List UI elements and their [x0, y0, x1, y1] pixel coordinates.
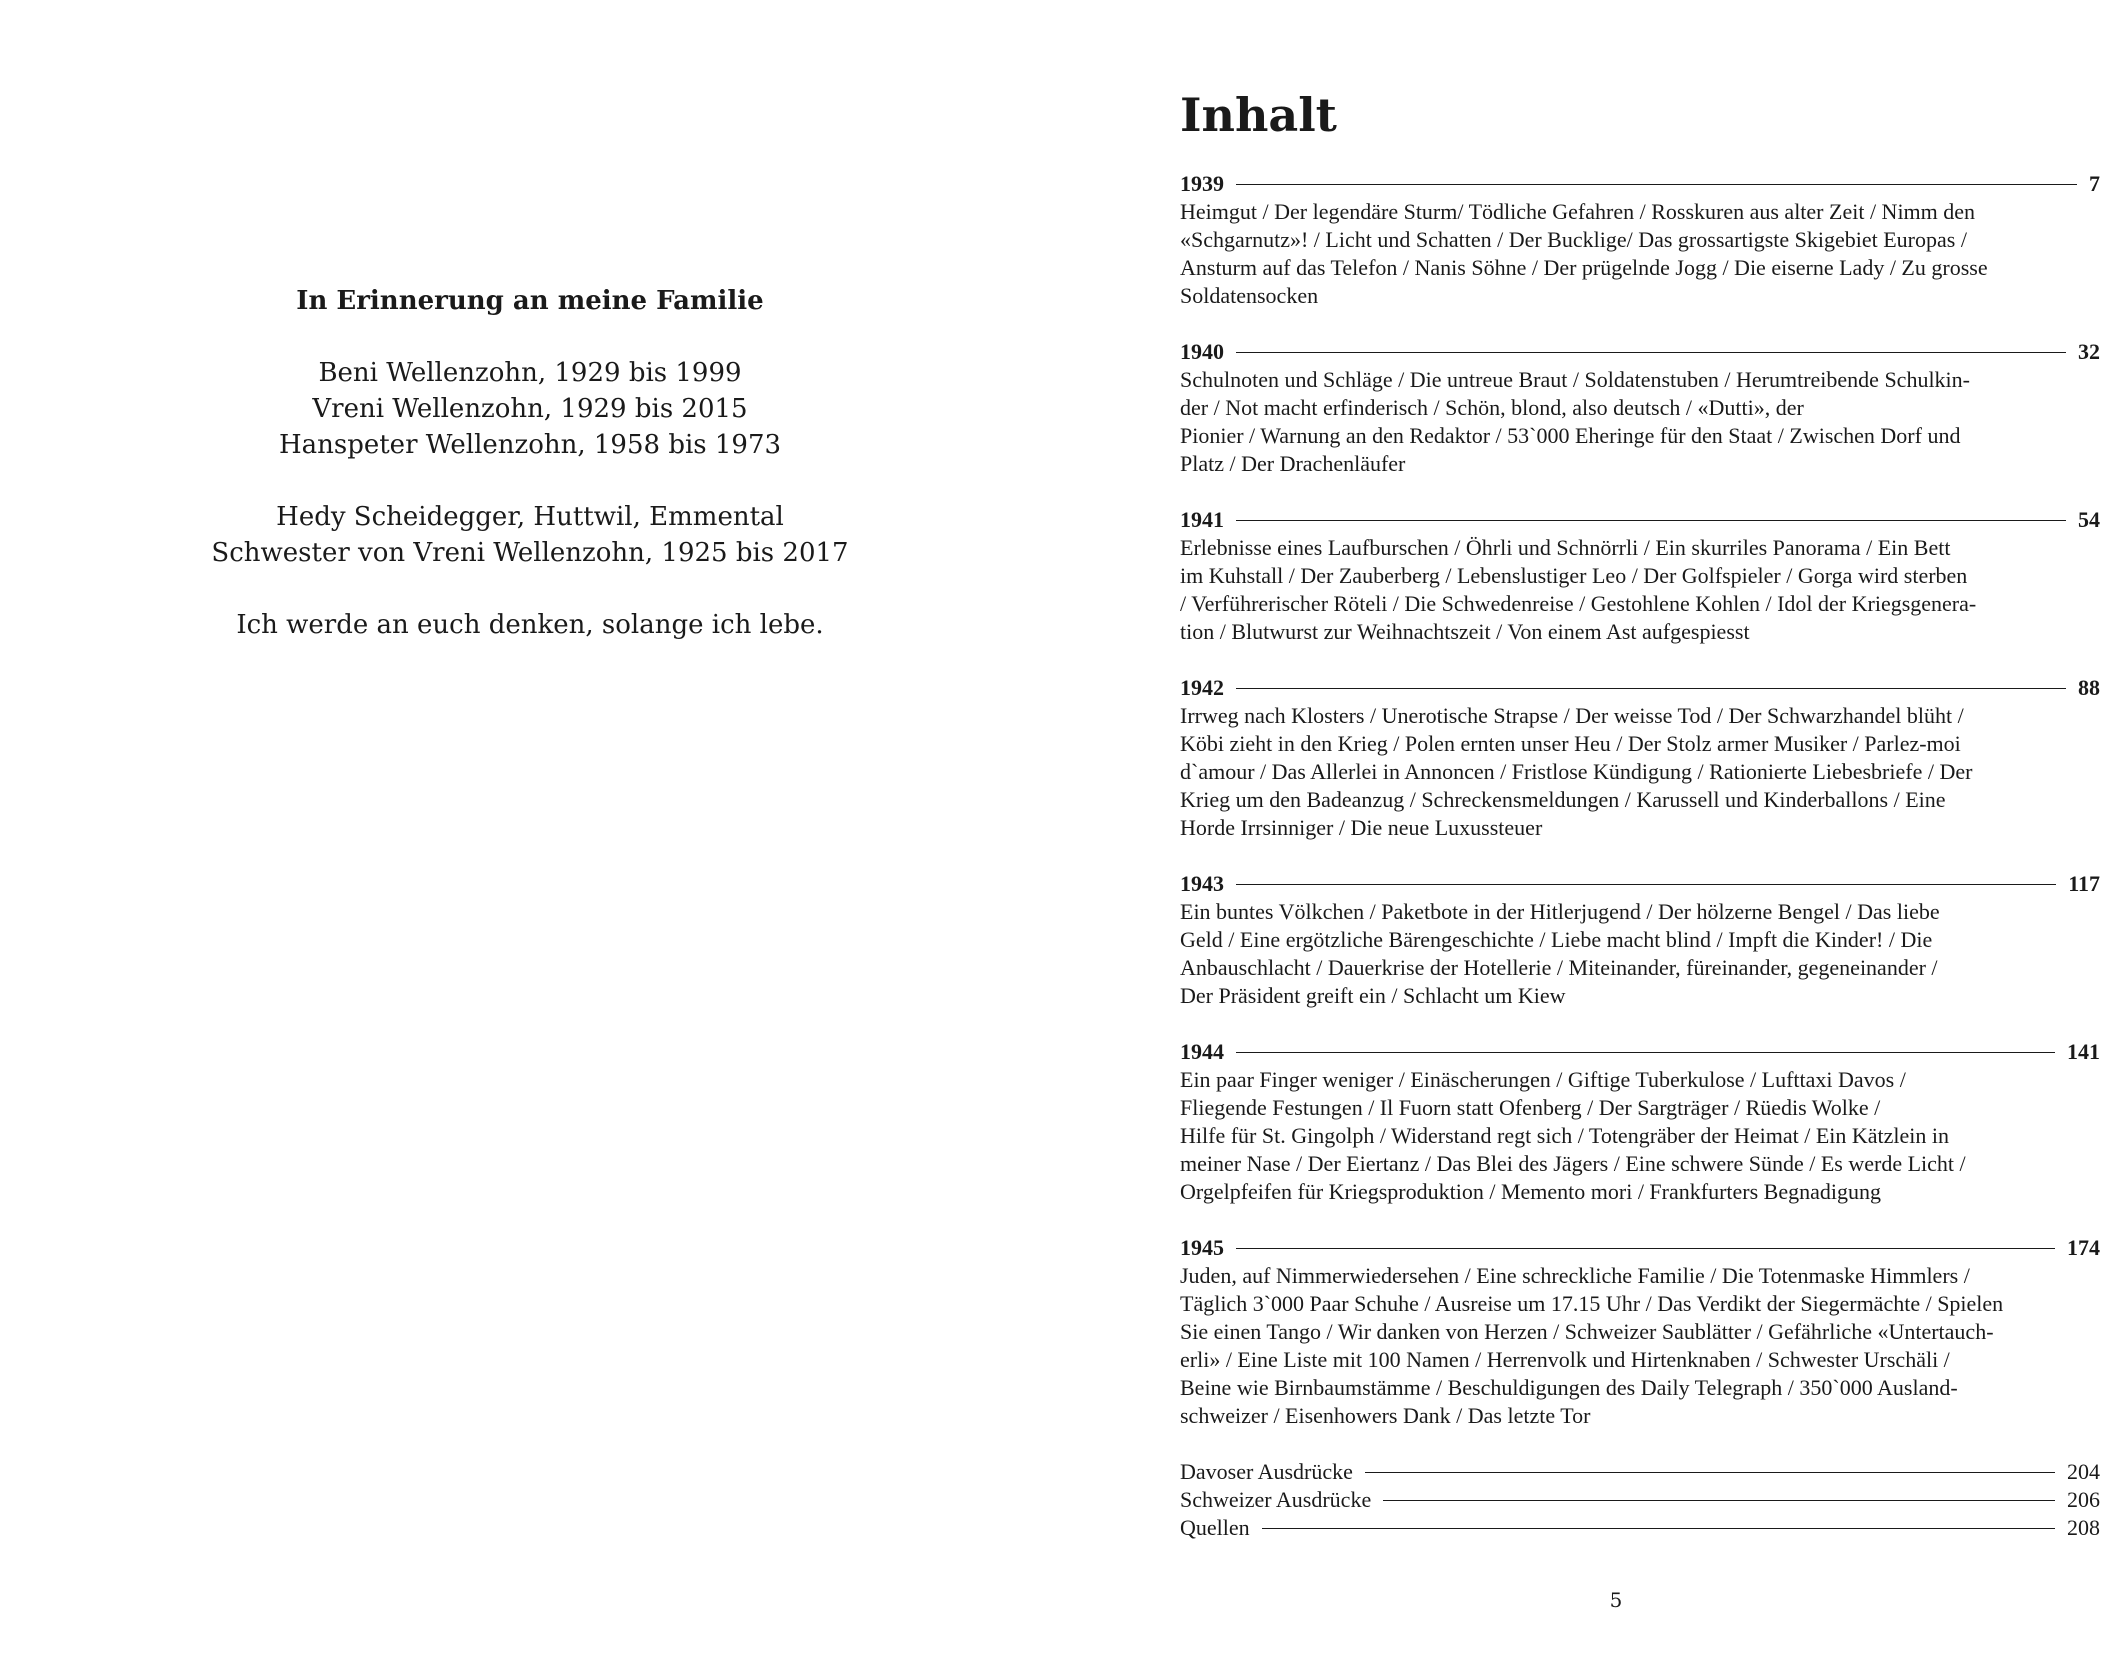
chapter-page: 54: [2078, 507, 2100, 532]
relative-line: Schwester von Vreni Wellenzohn, 1925 bis 2017: [211, 538, 849, 568]
chapter-year: 1940: [1180, 339, 1224, 364]
chapter-year: 1943: [1180, 871, 1224, 896]
toc-chapter: [1180, 170, 2100, 310]
leader-line: [1236, 1052, 2055, 1053]
toc-chapter: [1180, 506, 2100, 646]
toc-chapter: [1180, 338, 2100, 478]
relative-entry: [180, 499, 880, 571]
table-of-contents: [1180, 170, 2100, 1542]
appendix-label: Davoser Ausdrücke: [1180, 1459, 1353, 1484]
leader-line: [1236, 1248, 2055, 1249]
chapter-line: Krieg um den Badeanzug / Schreckensmeldungen / Karussell und Kinderballons / Eine: [1180, 787, 1946, 812]
family-member: Beni Wellenzohn, 1929 bis 1999: [318, 358, 742, 388]
chapter-line: Soldatensocken: [1180, 283, 1319, 308]
chapter-line: Beine wie Birnbaumstämme / Beschuldigungen des Daily Telegraph / 350`000 Ausland-: [1180, 1375, 1958, 1400]
chapter-line: Horde Irrsinniger / Die neue Luxussteuer: [1180, 815, 1543, 840]
chapter-header: [1180, 338, 2100, 366]
chapter-line: d`amour / Das Allerlei in Annoncen / Fristlose Kündigung / Rationierte Liebesbriefe / Der: [1180, 759, 1973, 784]
leader-line: [1383, 1500, 2055, 1501]
chapter-year: 1941: [1180, 507, 1224, 532]
family-member: Vreni Wellenzohn, 1929 bis 2015: [312, 394, 748, 424]
chapter-line: Juden, auf Nimmerwiedersehen / Eine schreckliche Familie / Die Totenmaske Himmlers /: [1180, 1263, 1970, 1288]
appendix-page: 204: [2067, 1459, 2100, 1484]
chapter-page: 32: [2078, 339, 2100, 364]
appendix-page: 208: [2067, 1515, 2100, 1540]
chapter-line: Geld / Eine ergötzliche Bärengeschichte / Liebe macht blind / Impft die Kinder! / Die: [1180, 927, 1933, 952]
toc-chapter: [1180, 674, 2100, 842]
chapter-line: meiner Nase / Der Eiertanz / Das Blei des Jägers / Eine schwere Sünde / Es werde Licht /: [1180, 1151, 1966, 1176]
toc-chapter: [1180, 1234, 2100, 1430]
chapter-header: [1180, 506, 2100, 534]
leader-line: [1236, 184, 2077, 185]
chapter-line: Pionier / Warnung an den Redaktor / 53`000 Eheringe für den Staat / Zwischen Dorf und: [1180, 423, 1961, 448]
chapter-line: Fliegende Festungen / Il Fuorn statt Ofenberg / Der Sargträger / Rüedis Wolke /: [1180, 1095, 1881, 1120]
chapter-line: schweizer / Eisenhowers Dank / Das letzte Tor: [1180, 1403, 1591, 1428]
chapter-header: [1180, 674, 2100, 702]
chapter-line: erli» / Eine Liste mit 100 Namen / Herrenvolk und Hirtenknaben / Schwester Urschäli /: [1180, 1347, 1950, 1372]
chapter-line: Täglich 3`000 Paar Schuhe / Ausreise um 17.15 Uhr / Das Verdikt der Siegermächte / Spielen: [1180, 1291, 2004, 1316]
chapter-page: 88: [2078, 675, 2100, 700]
leader-line: [1365, 1472, 2055, 1473]
appendix-page: 206: [2067, 1487, 2100, 1512]
leader-line: [1236, 352, 2066, 353]
right-page: [1063, 0, 2126, 1654]
chapter-line: Ansturm auf das Telefon / Nanis Söhne / Der prügelnde Jogg / Die eiserne Lady / Zu grosse: [1180, 255, 1988, 280]
chapter-line: Hilfe für St. Gingolph / Widerstand regt sich / Totengräber der Heimat / Ein Kätzlein in: [1180, 1123, 1950, 1148]
chapter-line: tion / Blutwurst zur Weihnachtszeit / Von einem Ast aufgespiesst: [1180, 619, 1750, 644]
closing-line: Ich werde an euch denken, solange ich lebe.: [236, 610, 824, 640]
dedication: [180, 283, 880, 643]
leader-line: [1236, 884, 2056, 885]
chapter-header: [1180, 1038, 2100, 1066]
chapter-header: [1180, 170, 2100, 198]
chapter-header: [1180, 870, 2100, 898]
chapter-line: Der Präsident greift ein / Schlacht um Kiew: [1180, 983, 1566, 1008]
chapter-line: Orgelpfeifen für Kriegsproduktion / Memento mori / Frankfurters Begnadigung: [1180, 1179, 1881, 1204]
toc-chapter: [1180, 1038, 2100, 1206]
chapter-year: 1945: [1180, 1235, 1224, 1260]
chapter-year: 1942: [1180, 675, 1224, 700]
chapter-line: Platz / Der Drachenläufer: [1180, 451, 1406, 476]
chapter-line: Anbauschlacht / Dauerkrise der Hotellerie / Miteinander, füreinander, gegeneinander /: [1180, 955, 1938, 980]
appendix-label: Quellen: [1180, 1515, 1250, 1540]
chapter-line: / Verführerischer Röteli / Die Schwedenreise / Gestohlene Kohlen / Idol der Kriegsgenera-: [1180, 591, 1977, 616]
chapter-page: 141: [2067, 1039, 2100, 1064]
dedication-title: In Erinnerung an meine Familie: [296, 286, 764, 316]
toc-title: Inhalt: [1180, 88, 1337, 142]
leader-line: [1236, 688, 2066, 689]
appendix-entry: [1180, 1458, 2100, 1486]
chapter-line: Schulnoten und Schläge / Die untreue Braut / Soldatenstuben / Herumtreibende Schulkin-: [1180, 367, 1970, 392]
chapter-line: im Kuhstall / Der Zauberberg / Lebenslustiger Leo / Der Golfspieler / Gorga wird sterben: [1180, 563, 1968, 588]
chapter-line: Erlebnisse eines Laufburschen / Öhrli und Schnörrli / Ein skurriles Panorama / Ein Bett: [1180, 535, 1951, 560]
chapter-year: 1944: [1180, 1039, 1224, 1064]
appendix-list: [1180, 1458, 2100, 1542]
chapter-line: Irrweg nach Klosters / Unerotische Strapse / Der weisse Tod / Der Schwarzhandel blüht /: [1180, 703, 1964, 728]
chapter-line: Köbi zieht in den Krieg / Polen ernten unser Heu / Der Stolz armer Musiker / Parlez-moi: [1180, 731, 1961, 756]
appendix-label: Schweizer Ausdrücke: [1180, 1487, 1372, 1512]
relative-line: Hedy Scheidegger, Huttwil, Emmental: [276, 502, 784, 532]
appendix-entry: [1180, 1486, 2100, 1514]
chapter-line: Ein paar Finger weniger / Einäscherungen / Giftige Tuberkulose / Lufttaxi Davos /: [1180, 1067, 1906, 1092]
chapter-line: «Schgarnutz»! / Licht und Schatten / Der Bucklige/ Das grossartigste Skigebiet Europas /: [1180, 227, 1967, 252]
family-list: [180, 355, 880, 463]
chapter-line: Ein buntes Völkchen / Paketbote in der Hitlerjugend / Der hölzerne Bengel / Das liebe: [1180, 899, 1940, 924]
appendix-entry: [1180, 1514, 2100, 1542]
chapter-header: [1180, 1234, 2100, 1262]
toc-chapter: [1180, 870, 2100, 1010]
family-member: Hanspeter Wellenzohn, 1958 bis 1973: [278, 430, 782, 460]
chapter-line: der / Not macht erfinderisch / Schön, blond, also deutsch / «Dutti», der: [1180, 395, 1804, 420]
chapter-line: Sie einen Tango / Wir danken von Herzen / Schweizer Saublätter / Gefährliche «Untertauch-: [1180, 1319, 1994, 1344]
chapter-line: Heimgut / Der legendäre Sturm/ Tödliche Gefahren / Rosskuren aus alter Zeit / Nimm den: [1180, 199, 1976, 224]
chapter-year: 1939: [1180, 171, 1224, 196]
leader-line: [1262, 1528, 2055, 1529]
chapter-page: 117: [2068, 871, 2100, 896]
page-number: 5: [1609, 1588, 1623, 1612]
chapter-page: 174: [2067, 1235, 2100, 1260]
chapter-page: 7: [2089, 171, 2100, 196]
leader-line: [1236, 520, 2066, 521]
